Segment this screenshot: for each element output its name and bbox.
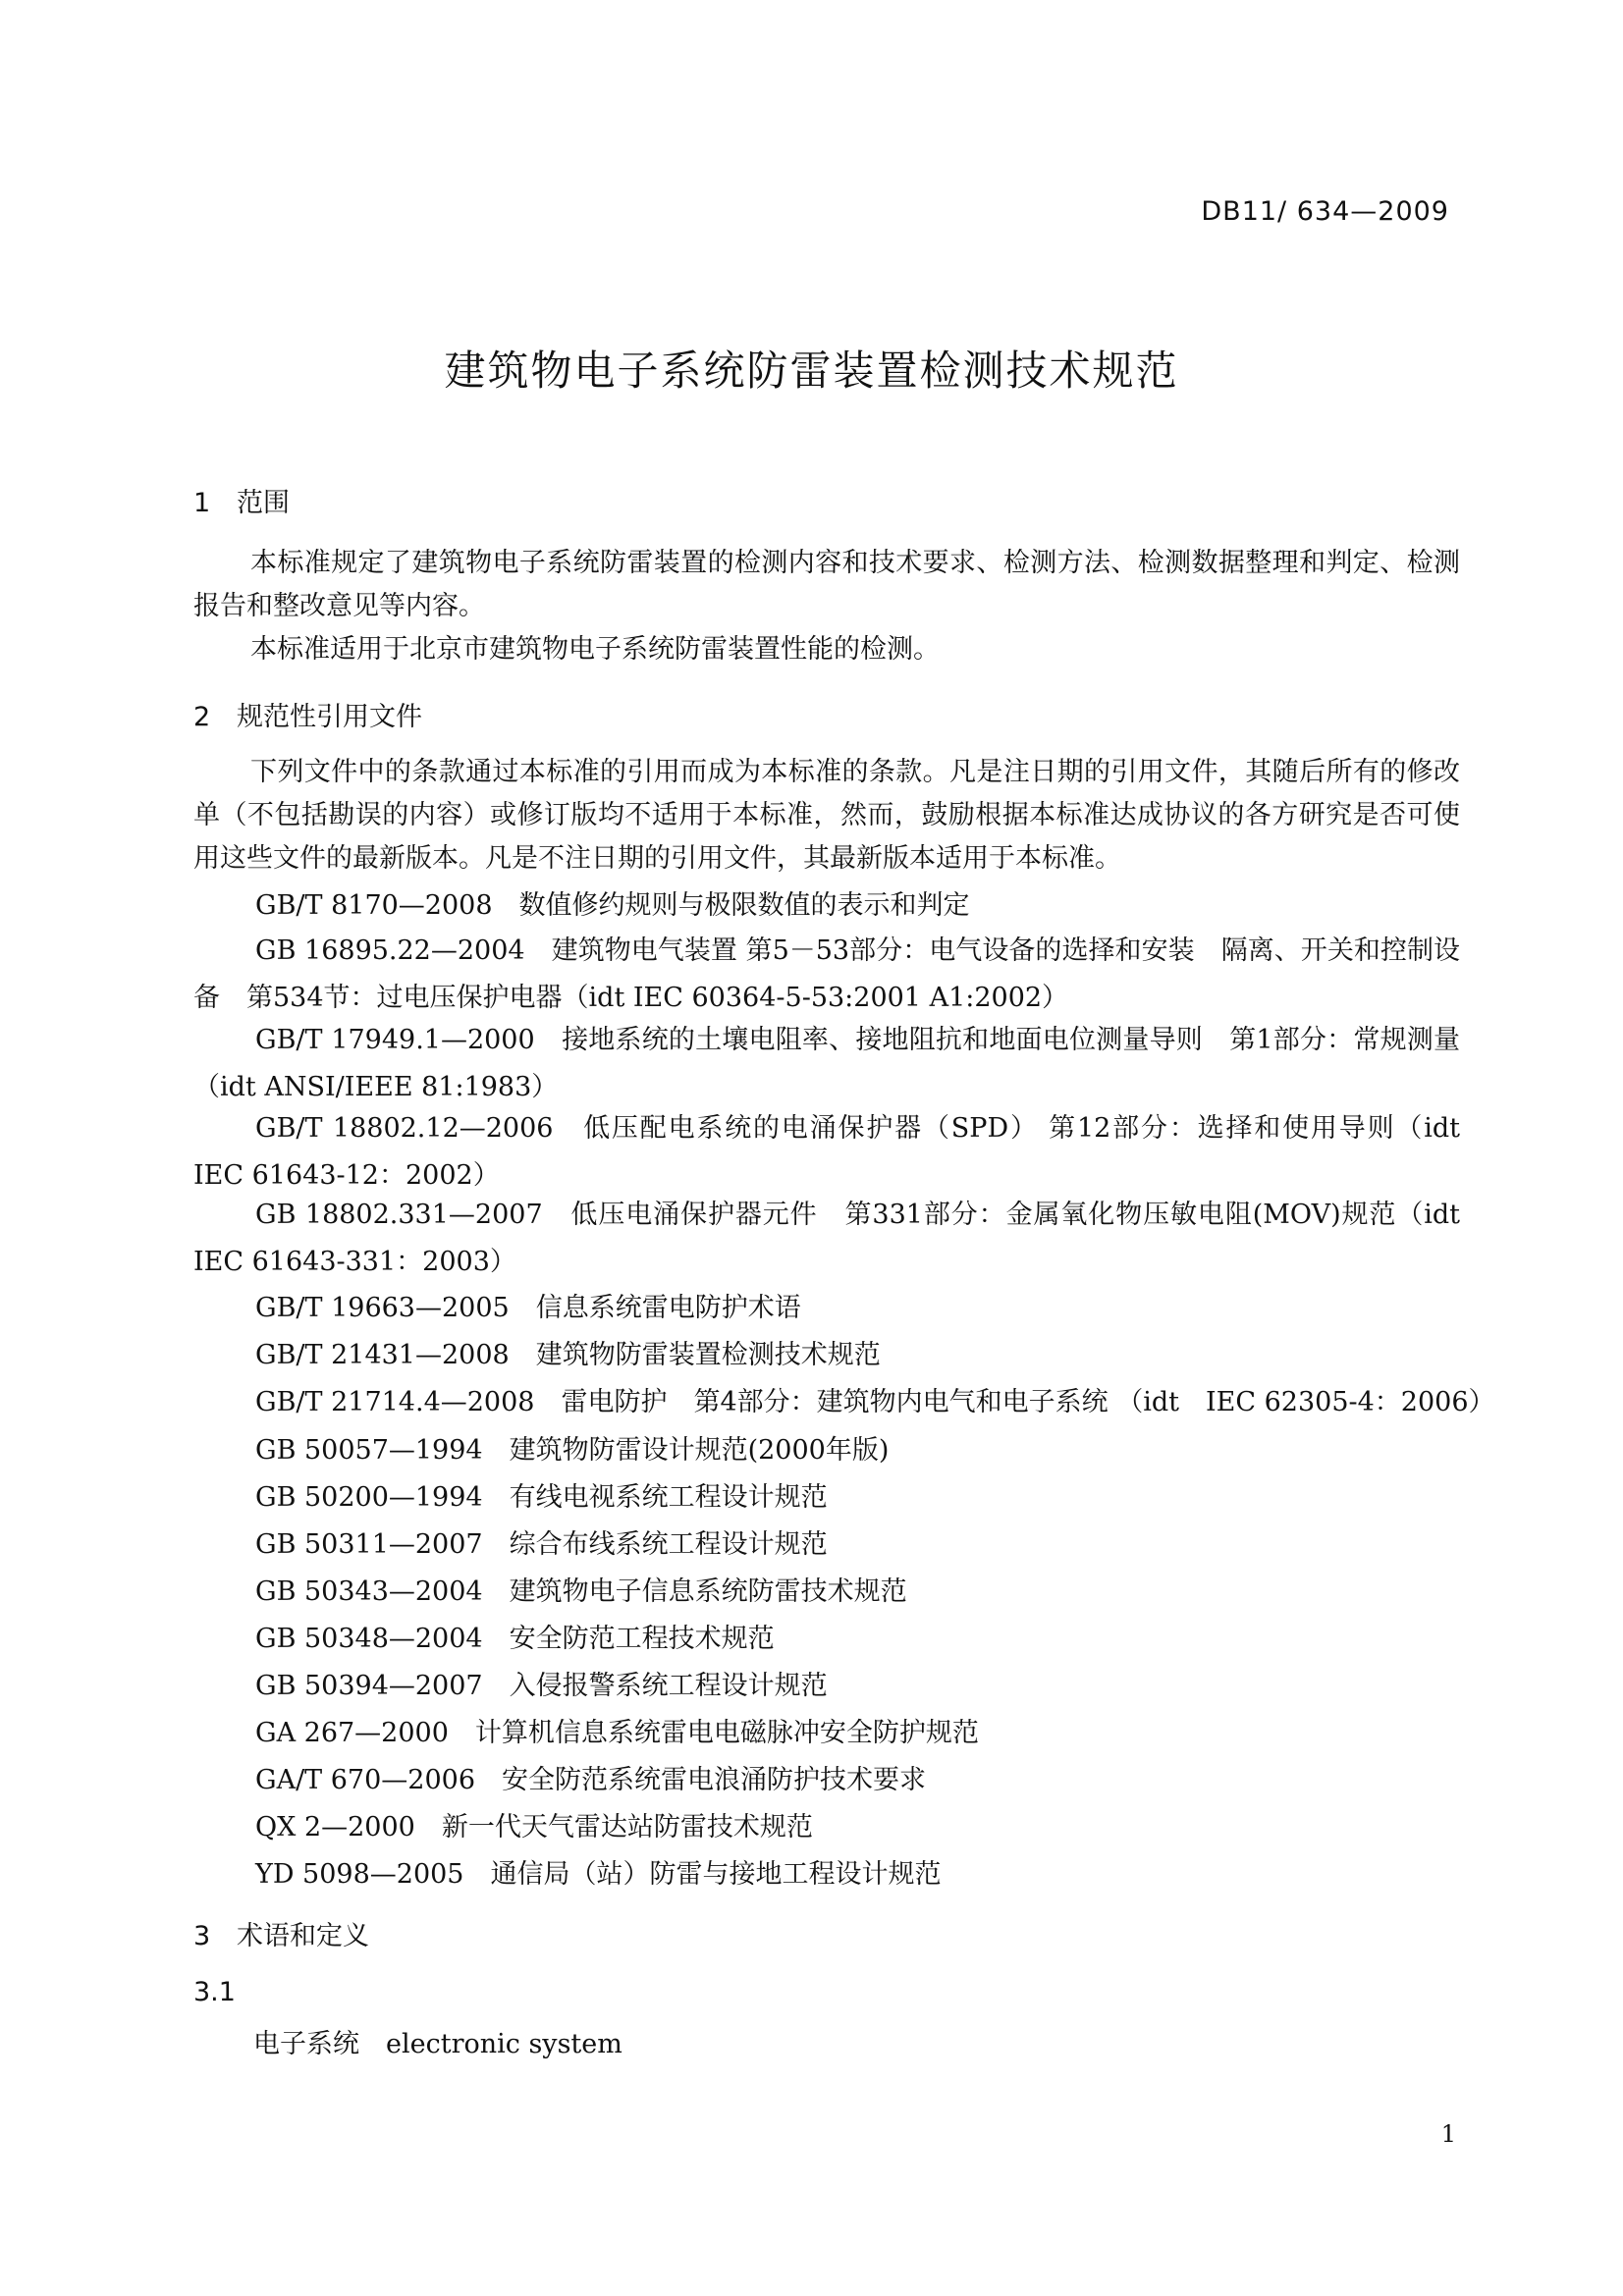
section-3-heading <box>193 1914 369 1952</box>
section-number: 3 <box>193 1921 211 1951</box>
section-title: 术语和定义 <box>237 1921 369 1951</box>
reference-item: GB 50343—2004 建筑物电子信息系统防雷技术规范 <box>255 1576 907 1607</box>
section-title: 范围 <box>237 488 290 518</box>
reference-item: YD 5098—2005 通信局（站）防雷与接地工程设计规范 <box>255 1859 942 1890</box>
section-2-paragraph-1: 下列文件中的条款通过本标准的引用而成为本标准的条款。凡是注日期的引用文件，其随后所有的修改单（不包括勘误的内容）或修订版均不适用于本标准，然而，鼓励根据本标准达成协议的各方研究是否可使用这些文件的最新版本。凡是不注日期的引用文件，其最新版本适用于本标准。 <box>193 757 1460 874</box>
reference-item: GB 50348—2004 安全防范工程技术规范 <box>255 1624 775 1654</box>
reference-item: GB 50311—2007 综合布线系统工程设计规范 <box>255 1529 828 1560</box>
reference-item: GB/T 18802.12—2006 低压配电系统的电涌保护器（SPD） 第12部分：选择和使用导则（idt IEC 61643-12：2002） <box>193 1113 1487 1191</box>
reference-item: GB 50394—2007 入侵报警系统工程设计规范 <box>255 1671 828 1701</box>
section-1-paragraph-1: 本标准规定了建筑物电子系统防雷装置的检测内容和技术要求、检测方法、检测数据整理和判定、检测报告和整改意见等内容。 <box>193 548 1460 621</box>
reference-item: GA/T 670—2006 安全防范系统雷电浪涌防护技术要求 <box>255 1765 927 1795</box>
subsection-3-1-number: 3.1 <box>193 1977 236 2007</box>
reference-item: GB/T 8170—2008 数值修约规则与极限数值的表示和判定 <box>255 890 970 921</box>
reference-item: GB 18802.331—2007 低压电涌保护器元件 第331部分：金属氧化物压敏电阻(MOV)规范（idt IEC 61643-331：2003） <box>193 1200 1460 1277</box>
reference-item: GB/T 21431—2008 建筑物防雷装置检测技术规范 <box>255 1340 881 1370</box>
section-number: 1 <box>193 488 211 518</box>
section-number: 2 <box>193 702 211 732</box>
section-title: 规范性引用文件 <box>237 702 422 732</box>
page-number: 1 <box>1440 2120 1456 2148</box>
reference-item: GB 50057—1994 建筑物防雷设计规范(2000年版) <box>255 1435 890 1466</box>
term-entry: 电子系统 electronic system <box>253 2029 622 2059</box>
reference-item: GB 16895.22—2004 建筑物电气装置 第5－53部分：电气设备的选择和安装 隔离、开关和控制设备 第534节：过电压保护电器（idt IEC 60364-5-53:2001 A1:2002） <box>193 935 1460 1013</box>
section-2-heading <box>193 695 422 733</box>
reference-item: GA 267—2000 计算机信息系统雷电电磁脉冲安全防护规范 <box>255 1718 979 1748</box>
page-title: 建筑物电子系统防雷装置检测技术规范 <box>444 347 1179 395</box>
reference-item: GB/T 19663—2005 信息系统雷电防护术语 <box>255 1293 801 1323</box>
reference-item: GB/T 17949.1—2000 接地系统的土壤电阻率、接地阻抗和地面电位测量导则 第1部分：常规测量（idt ANSI/IEEE 81:1983） <box>193 1025 1460 1102</box>
reference-item: QX 2—2000 新一代天气雷达站防雷技术规范 <box>255 1812 813 1842</box>
section-1-heading <box>193 481 290 519</box>
reference-item: GB/T 21714.4—2008 雷电防护 第4部分：建筑物内电气和电子系统 （idt IEC 62305-4：2006） <box>255 1387 1495 1417</box>
document-code: DB11/ 634—2009 <box>1201 196 1449 227</box>
section-1-paragraph-2: 本标准适用于北京市建筑物电子系统防雷装置性能的检测。 <box>250 634 940 665</box>
reference-item: GB 50200—1994 有线电视系统工程设计规范 <box>255 1482 828 1513</box>
